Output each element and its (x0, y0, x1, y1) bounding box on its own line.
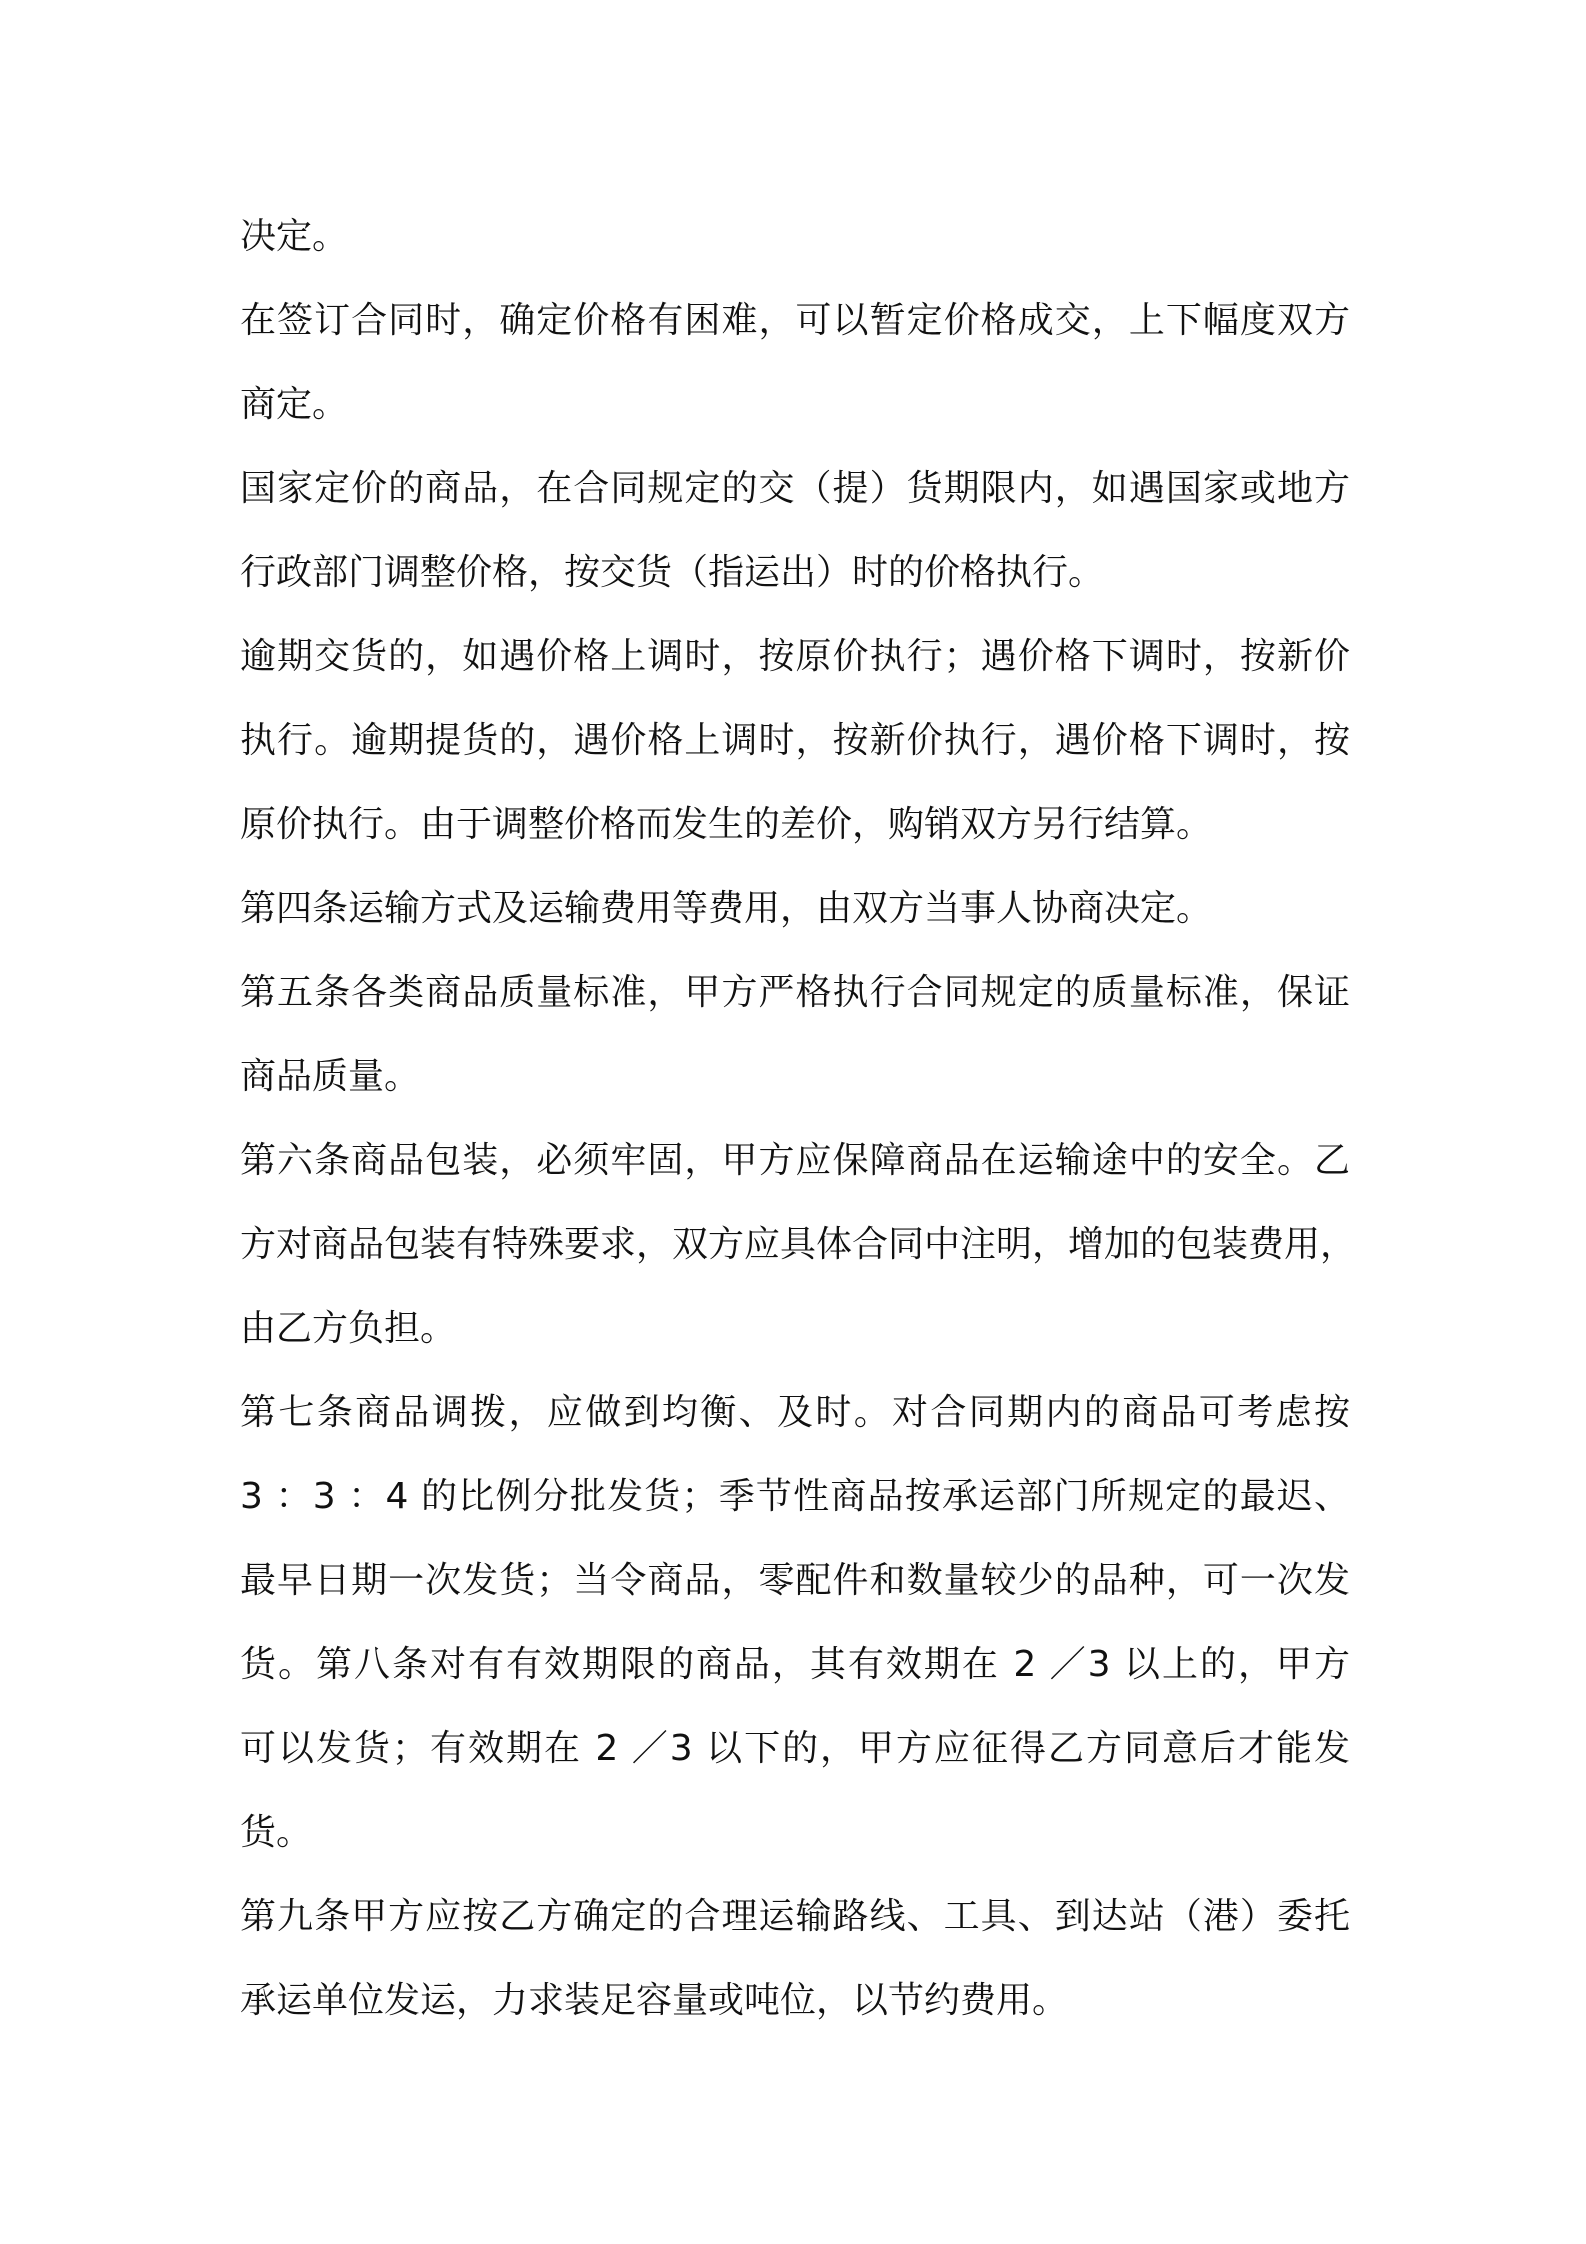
text-line: 第六条商品包装，必须牢固，甲方应保障商品在运输途中的安全。乙 (240, 1140, 1350, 1181)
text-line: 决定。 (240, 216, 349, 257)
text-line: 承运单位发运，力求装足容量或吨位，以节约费用。 (240, 1980, 1069, 2021)
text-line: 商品质量。 (240, 1056, 421, 1097)
text-line: 第四条运输方式及运输费用等费用，由双方当事人协商决定。 (240, 888, 1213, 929)
text-line: 商定。 (240, 384, 349, 425)
text-line: 货。 (240, 1812, 313, 1853)
text-line: 可以发货；有效期在 2 ／3 以下的，甲方应征得乙方同意后才能发 (240, 1728, 1350, 1769)
text-line: 第五条各类商品质量标准，甲方严格执行合同规定的质量标准，保证 (240, 972, 1350, 1013)
text-line: 方对商品包装有特殊要求，双方应具体合同中注明，增加的包装费用， (240, 1224, 1357, 1265)
text-line: 行政部门调整价格，按交货（指运出）时的价格执行。 (240, 552, 1105, 593)
text-line: 货。第八条对有有效期限的商品，其有效期在 2 ／3 以上的，甲方 (240, 1644, 1350, 1685)
text-line: 第七条商品调拨，应做到均衡、及时。对合同期内的商品可考虑按 (240, 1392, 1350, 1433)
text-line: 第九条甲方应按乙方确定的合理运输路线、工具、到达站（港）委托 (240, 1896, 1350, 1937)
document-body (240, 195, 1357, 2043)
text-line: 由乙方负担。 (240, 1308, 457, 1349)
text-line: 执行。逾期提货的，遇价格上调时，按新价执行，遇价格下调时，按 (240, 720, 1350, 761)
text-line: 国家定价的商品，在合同规定的交（提）货期限内，如遇国家或地方 (240, 468, 1350, 509)
text-line: 最早日期一次发货；当令商品，零配件和数量较少的品种，可一次发 (240, 1560, 1350, 1601)
text-line: 3 ：3 ：4 的比例分批发货；季节性商品按承运部门所规定的最迟、 (240, 1476, 1350, 1517)
text-line: 在签订合同时，确定价格有困难，可以暂定价格成交，上下幅度双方 (240, 300, 1350, 341)
text-line: 逾期交货的，如遇价格上调时，按原价执行；遇价格下调时，按新价 (240, 636, 1350, 677)
text-line: 原价执行。由于调整价格而发生的差价，购销双方另行结算。 (240, 804, 1213, 845)
